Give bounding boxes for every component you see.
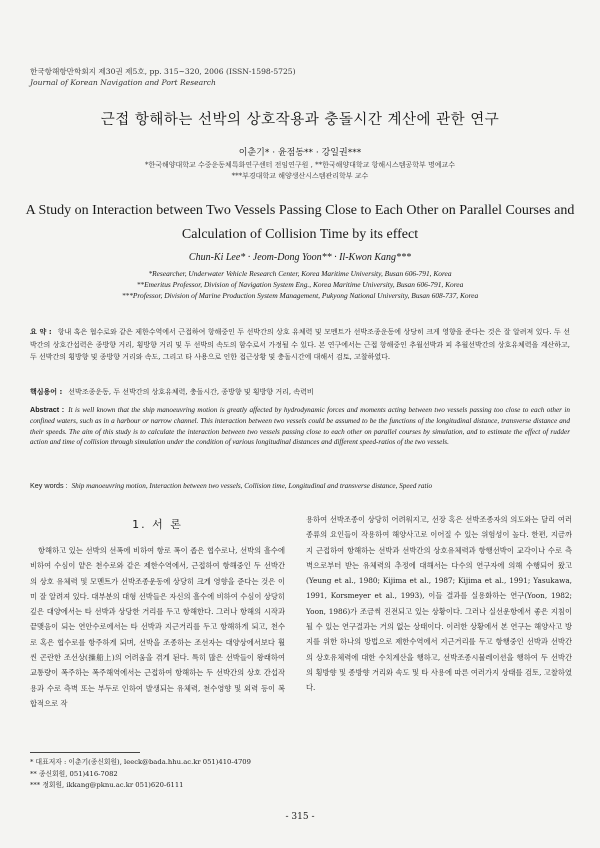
page-number: - 315 - (285, 812, 315, 822)
affiliations-english (60, 268, 540, 301)
abstract-en-label: Abstract : (30, 405, 65, 414)
keywords-ko-label: 핵심용어 : (30, 388, 63, 396)
abstract-english (30, 405, 570, 448)
affiliation-en-1: *Researcher, Underwater Vehicle Research Center, Korea Maritime University, Busan 606-791, Korea (148, 269, 452, 278)
introduction-left-column: 항해하고 있는 선박의 선폭에 비하여 항로 폭이 좁은 협수로나, 선박의 흘수에 비하여 수심이 얕은 천수로와 같은 제한수역에서, 근접하여 항해중인 두 선박간의 상호 유체력 및 모멘트가 선박조종운동에 상당히 크게 영향을 준다는 것은 이미 잘 알려져 있다. 대부분의 대형 선박들은 자신의 흘수에 비하여 수심이 상당히 깊은 대양에서는 타 선박과 상당한 거리를 두고 항해한다. 그러나 항해의 시작과 끝맺음이 되는 연안수로에서는 타 선박과 지근거리를 두고 항해하게 되고, 천수로 혹은 협수로를 항주하게 되며, 선박을 조종하는 조선자는 대양상에서보다 훨씬 곤란한 조선상(操船上)의 어려움을 겪게 된다. 특히 많은 선박들이 왕래하여 교통량이 폭주하는 폭주해역에서는 근접하여 항해하는 두 선박간의 상호 간섭작용과 수로 측벽 또는 부두로 인하여 발생되는 유체력, 천수영향 및 외력 등이 복합적으로 작 (30, 546, 285, 708)
abstract-en-text: It is well known that the ship manoeuvring motion is greatly affected by hydrodynamic forces and moments acting between two vessels passing too close to each other in confined waters, such as in a harbour or narrow channel. This interaction between two vessels could be assumed to be the functions of the longitudinal distance, transverse distance and their speeds. The aim of this study is to calculate the interaction between two vessels passing close to each other on parallel courses by simulation, and to estimate the effect of rudder action and time of collision through simulation under the condition of various longitudinal distances and different speed-ratios of the two vessels. (30, 406, 570, 447)
title-korean: 근접 항해하는 선박의 상호작용과 충돌시간 계산에 관한 연구 (100, 112, 500, 128)
keywords-ko-text: 선박조종운동, 두 선박간의 상호유체력, 충돌시간, 종방향 및 횡방향 거리, 속력비 (68, 388, 314, 396)
keywords-en-label: Key words : (30, 481, 68, 490)
keywords-en-text: Ship manoeuvring motion, Interaction between two vessels, Collision time, Longitudinal and transverse distance, Speed ratio (71, 482, 433, 490)
footnotes (30, 757, 251, 792)
introduction-right-column: 용하여 선박조종이 상당히 어려워지고, 선장 혹은 선박조종자의 의도와는 달리 여러 종류의 요인들이 작용하여 해양사고로 이어질 수 있는 위험성이 높다. 한편, 지금까지 근접하여 항해하는 선박과 선박간의 상호유체력과 항행선박이 교각이나 수로 측벽으로부터 받는 유체력의 추정에 대해서는 다수의 연구자에 의해 수행되어 왔고(Yeung et al., 1980; Kijima et al., 1987; Kijima et al., 1991; Yasukawa, 1991, Korsmeyer et al., 1993), 이들 결과를 실용화하는 연구(Yoon, 1982; Yoon, 1986)가 조금씩 진전되고 있는 상황이다. 그러나 실선운항에서 좋은 지침이 될 수 있는 연구결과는 거의 없는 상태이다. 이러한 상황에서 본 연구는 해양사고 방지를 위한 하나의 방법으로 제한수역에서 지근거리를 두고 항행중인 선박과 선박간의 상호유체력에 대한 수치계산을 행하고, 선박조종시뮬레이션을 행하여 두 선박간의 횡방향 및 종방향 거리와 속도 및 타 사용에 따른 여러가지 상태를 검토, 고찰하였다. (306, 515, 572, 693)
affiliation-en-2: **Emeritus Professor, Division of Navigation System Eng., Korea Maritime University, Busan 606-791, Korea (136, 280, 464, 289)
footnote-divider (30, 752, 140, 753)
abstract-korean (30, 326, 570, 364)
section-title-introduction: 1. 서 론 (132, 518, 183, 531)
authors-english: Chun-Ki Lee* · Jeom-Dong Yoon** · Il-Kwon Kang*** (188, 252, 412, 263)
journal-name-en: Journal of Korean Navigation and Port Research (30, 78, 216, 87)
journal-citation: 한국항해항만학회지 제30권 제5호, pp. 315~320, 2006 (ISSN-1598-5725) (30, 67, 296, 76)
affiliation-en-3: ***Professor, Division of Marine Production System Management, Pukyong National University, Busan 608-737, Korea (121, 291, 479, 300)
title-english: A Study on Interaction between Two Vessels Passing Close to Each Other on Parallel Courses and Calculation of Collision Time by its effect (25, 203, 575, 242)
journal-header (30, 66, 296, 88)
affiliation-ko-2: ***부경대학교 해양생산시스템관리학부 교수 (231, 172, 369, 180)
keywords-korean (30, 387, 570, 397)
abstract-ko-text: 항내 혹은 협수로와 같은 제한수역에서 근접하여 항해중인 두 선박간의 상호 유체력 및 모멘트가 선박조종운동에 상당히 크게 영향을 준다는 것은 잘 알려져 있다. 두 선박간의 상호간섭력은 종방향 거리, 횡방향 거리 및 두 선박의 속도의 함수로서 가정될 수 있다. 본 연구에서는 근접 항해중인 추월선박과 피 추월선박간의 상호유체력을 계산하고, 두 선박간의 횡방향 및 종방향 거리와 속도, 그리고 타 사용으로 인한 접근상황 및 충돌시간에 대해서 검토, 고찰하였다. (30, 328, 570, 361)
footnote-2: ** 종신회원, 051)416-7082 (30, 769, 118, 778)
footnote-1: * 대표저자 : 이춘기(종신회원), leeck@bada.hhu.ac.kr 051)410-4709 (30, 758, 251, 766)
affiliation-ko-1: *한국해양대학교 수중운동체특화연구센터 전임연구원 , **한국해양대학교 항해시스템공학부 명예교수 (144, 161, 456, 169)
footnote-3: *** 정회원, ikkang@pknu.ac.kr 051)620-6111 (30, 781, 184, 789)
affiliations-korean (0, 160, 600, 182)
abstract-ko-label: 요 약 : (30, 328, 52, 336)
authors-korean: 이춘기* · 윤점동** · 강일권*** (238, 148, 362, 158)
keywords-english (30, 481, 575, 490)
